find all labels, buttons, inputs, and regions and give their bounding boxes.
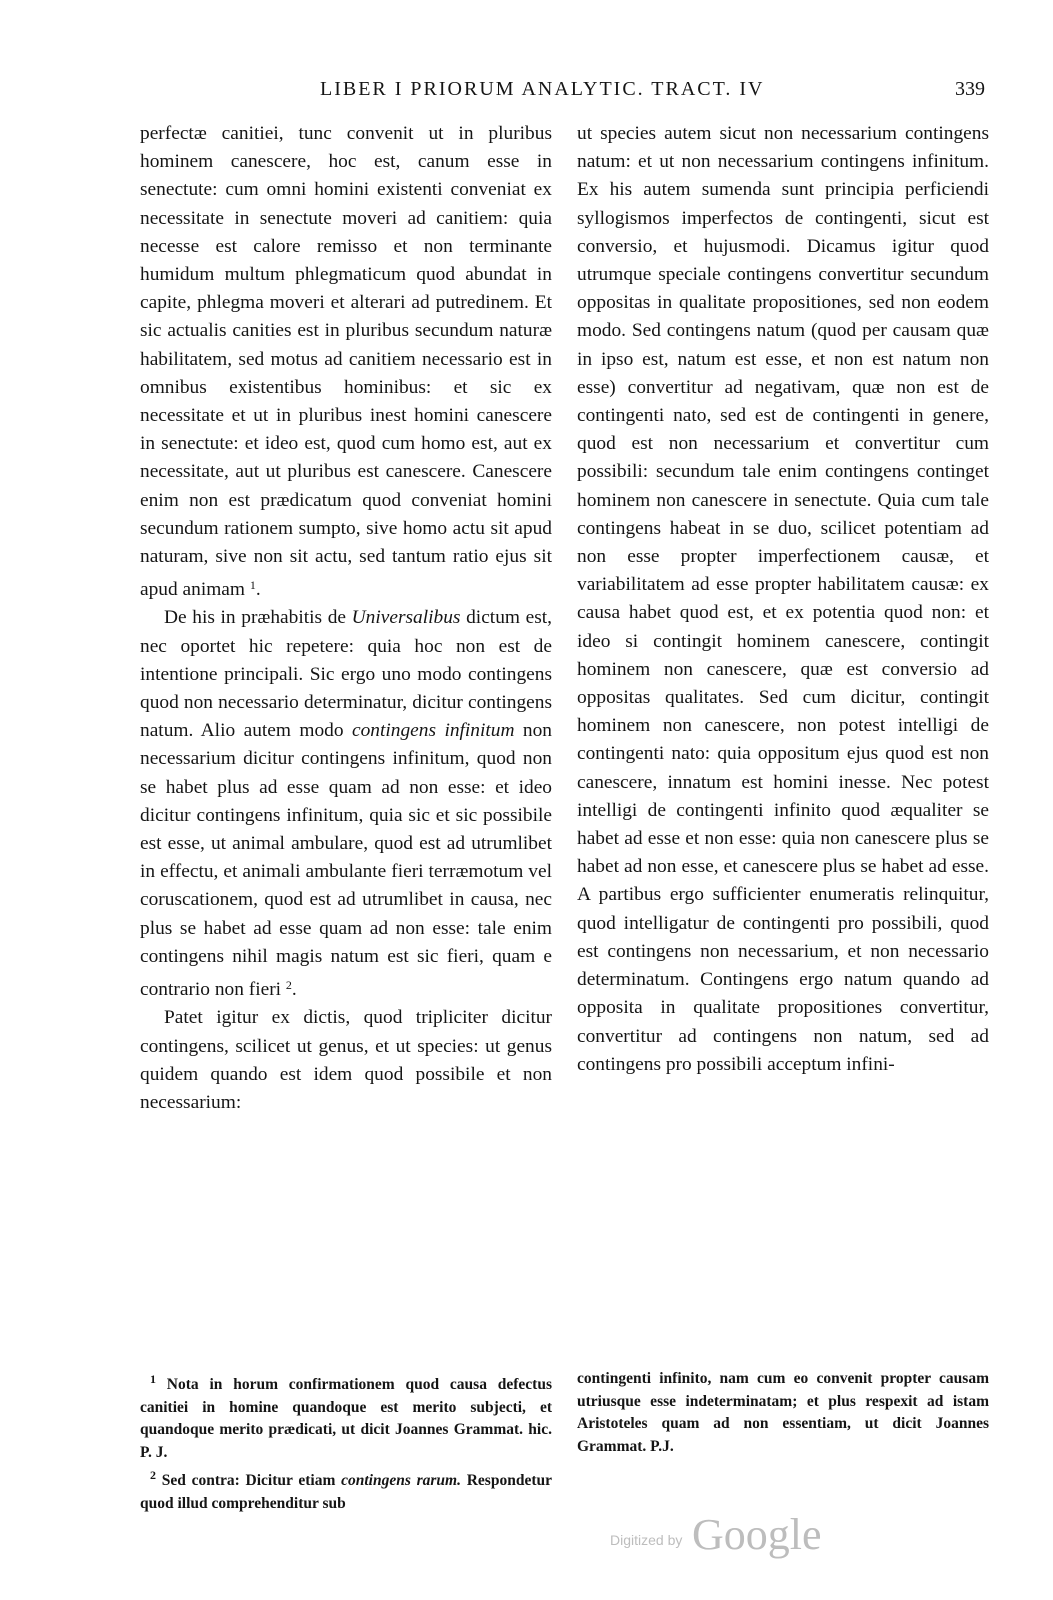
text-run: Sed contra: Dicitur etiam [156, 1472, 342, 1489]
right-footnotes [577, 1368, 989, 1458]
paragraph [577, 120, 989, 1079]
text-run: Patet igitur ex dictis, quod tripliciter dicitur contingens, scilicet ut genus, et ut species: ut genus quidem quando est idem quod possibile et non necessarium: [140, 1007, 552, 1113]
page-number: 339 [955, 78, 985, 100]
running-title: LIBER I PRIORUM ANALYTIC. TRACT. IV [320, 78, 765, 100]
left-footnotes [140, 1368, 552, 1515]
text-run: dictum est, nec oportet hic repetere: quia hoc non est de intentione principali. Sic ergo uno modo contingens quod non necessario determinatur, dicitur contingens natum. Alio autem modo [140, 607, 553, 742]
text-run: ut species autem sicut non necessarium contingens natum: et ut non necessarium contingens infinitum. Ex his autem sumenda sunt principia perficiendi syllogismos imperfectos de contingenti, sicut est conversio, et hujusmodi. Dicamus igitur quod utrumque speciale contingens convertitur secundum oppositas in qualitate propositiones, sed non eodem modo. Sed contingens natum (quod per causam quæ in ipso est, natum est esse, et non est natum non esse) convertitur ad negativam, quæ non est de contingenti nato, sed est de contingenti in genere, quod est non necessarium et convertitur cum possibili: secundum tale enim contingens continget hominem non canescere in senectute. Quia cum tale contingens habeat in se duo, scilicet potentiam ad non esse propter imperfectionem causæ, et variabilitatem ad esse propter habilitatem causæ: ex causa habet quod est, et ex potentia quod non: et ideo si contingit hominem canescere, contingit hominem non canescere, quæ est conversio ad oppositas qualitates. Sed cum dicitur, contingit hominem non canescere, non potest intelligi de contingenti nato: quia oppositum ejus quod est non canescere, innatum est homini inesse. Nec potest intelligi de contingenti infinito quod æqualiter se habet ad esse et non esse: quia non canescere plus se habet ad non esse, et canescere plus se habet ad esse. A partibus ergo sufficienter enumeratis relinquitur, quod intelligatur de contingenti pro possibili, quod est contingens non necessarium, et non necessario determinatum. Contingens ergo natum quando ad opposita in qualitate propositiones convertitur, convertitur ad contingens non natum, sed ad contingens pro possibili acceptum infini- [577, 123, 989, 1075]
footnote [140, 1368, 552, 1464]
digitized-watermark [610, 1500, 840, 1560]
text-run: contingenti infinito, nam cum eo convenit propter causam utriusque esse indeterminatam; et plus respexit ad istam Aristoteles quam ad non essentiam, ut dicit Joannes Grammat. P.J. [577, 1370, 989, 1455]
text-run: . [255, 579, 261, 601]
italic-text: contingens infinitum [352, 720, 515, 742]
footnote-marker: 2 [285, 978, 292, 993]
text-run: non necessarium dicitur contingens infinitum, quod non se habet plus ad esse quam ad non esse: et ideo dicitur contingens infinitum, quia sic et sic possibile est esse, ut animal ambulare, quod est ad utrumlibet in effectu, et animali ambulante fieri terræmotum vel coruscationem, quod est ad utrumlibet in causa, nec plus se habet ad esse quam ad non esse: tale enim contingens nihil magis natum est sic fieri, quam e contrario non fieri [140, 720, 553, 1001]
footnote-marker: 1 [150, 1372, 156, 1386]
google-logo: Google [692, 1510, 822, 1559]
footnote [577, 1368, 989, 1458]
footnote [140, 1464, 552, 1515]
left-text-column [140, 120, 552, 1117]
paragraph [140, 120, 552, 604]
text-run: De his in præhabitis de [164, 607, 352, 629]
right-text-column [577, 120, 989, 1079]
watermark-caption: Digitized by [610, 1532, 683, 1548]
footnote-marker: 2 [150, 1468, 156, 1482]
text-run: perfectæ canitiei, tunc convenit ut in pluribus hominem canescere, hoc est, canum esse in senectute: cum omni homini existenti conveniat ex necessitate in senectute moveri ad canitiem: quia necesse est calore remisso et non terminante humidum multum phlegmaticum quod abundat in capite, phlegma moveri et alterari ad putredinem. Et sic actualis canities est in pluribus secundum naturæ habilitatem, sed motus ad canitiem necessario est in omnibus existentibus hominibus: et sic ex necessitate et ut in pluribus inest homini canescere in senectute: et ideo est, quod cum homo est, aut ex necessitate, aut ut pluribus est canescere. Canescere enim non est prædicatum quod conveniat homini secundum rationem sumpto, sive homo actu sit apud naturam, sive non sit actu, sed tantum ratio ejus sit apud animam [140, 123, 552, 601]
paragraph [140, 1004, 552, 1117]
text-run: . [291, 979, 297, 1001]
text-run: Nota in horum confirmationem quod causa defectus canitiei in homine quandoque est merito subjecti, et quandoque merito prædicati, ut dicit Joannes Grammat. hic. P. J. [140, 1376, 552, 1461]
paragraph [140, 604, 552, 1004]
italic-text: contingens rarum. [341, 1472, 461, 1489]
text-run: Respondetur quod illud comprehenditur sub [140, 1472, 552, 1512]
footnote-marker: 1 [249, 578, 256, 593]
italic-text: Universalibus [351, 607, 461, 629]
page-header [140, 78, 985, 106]
